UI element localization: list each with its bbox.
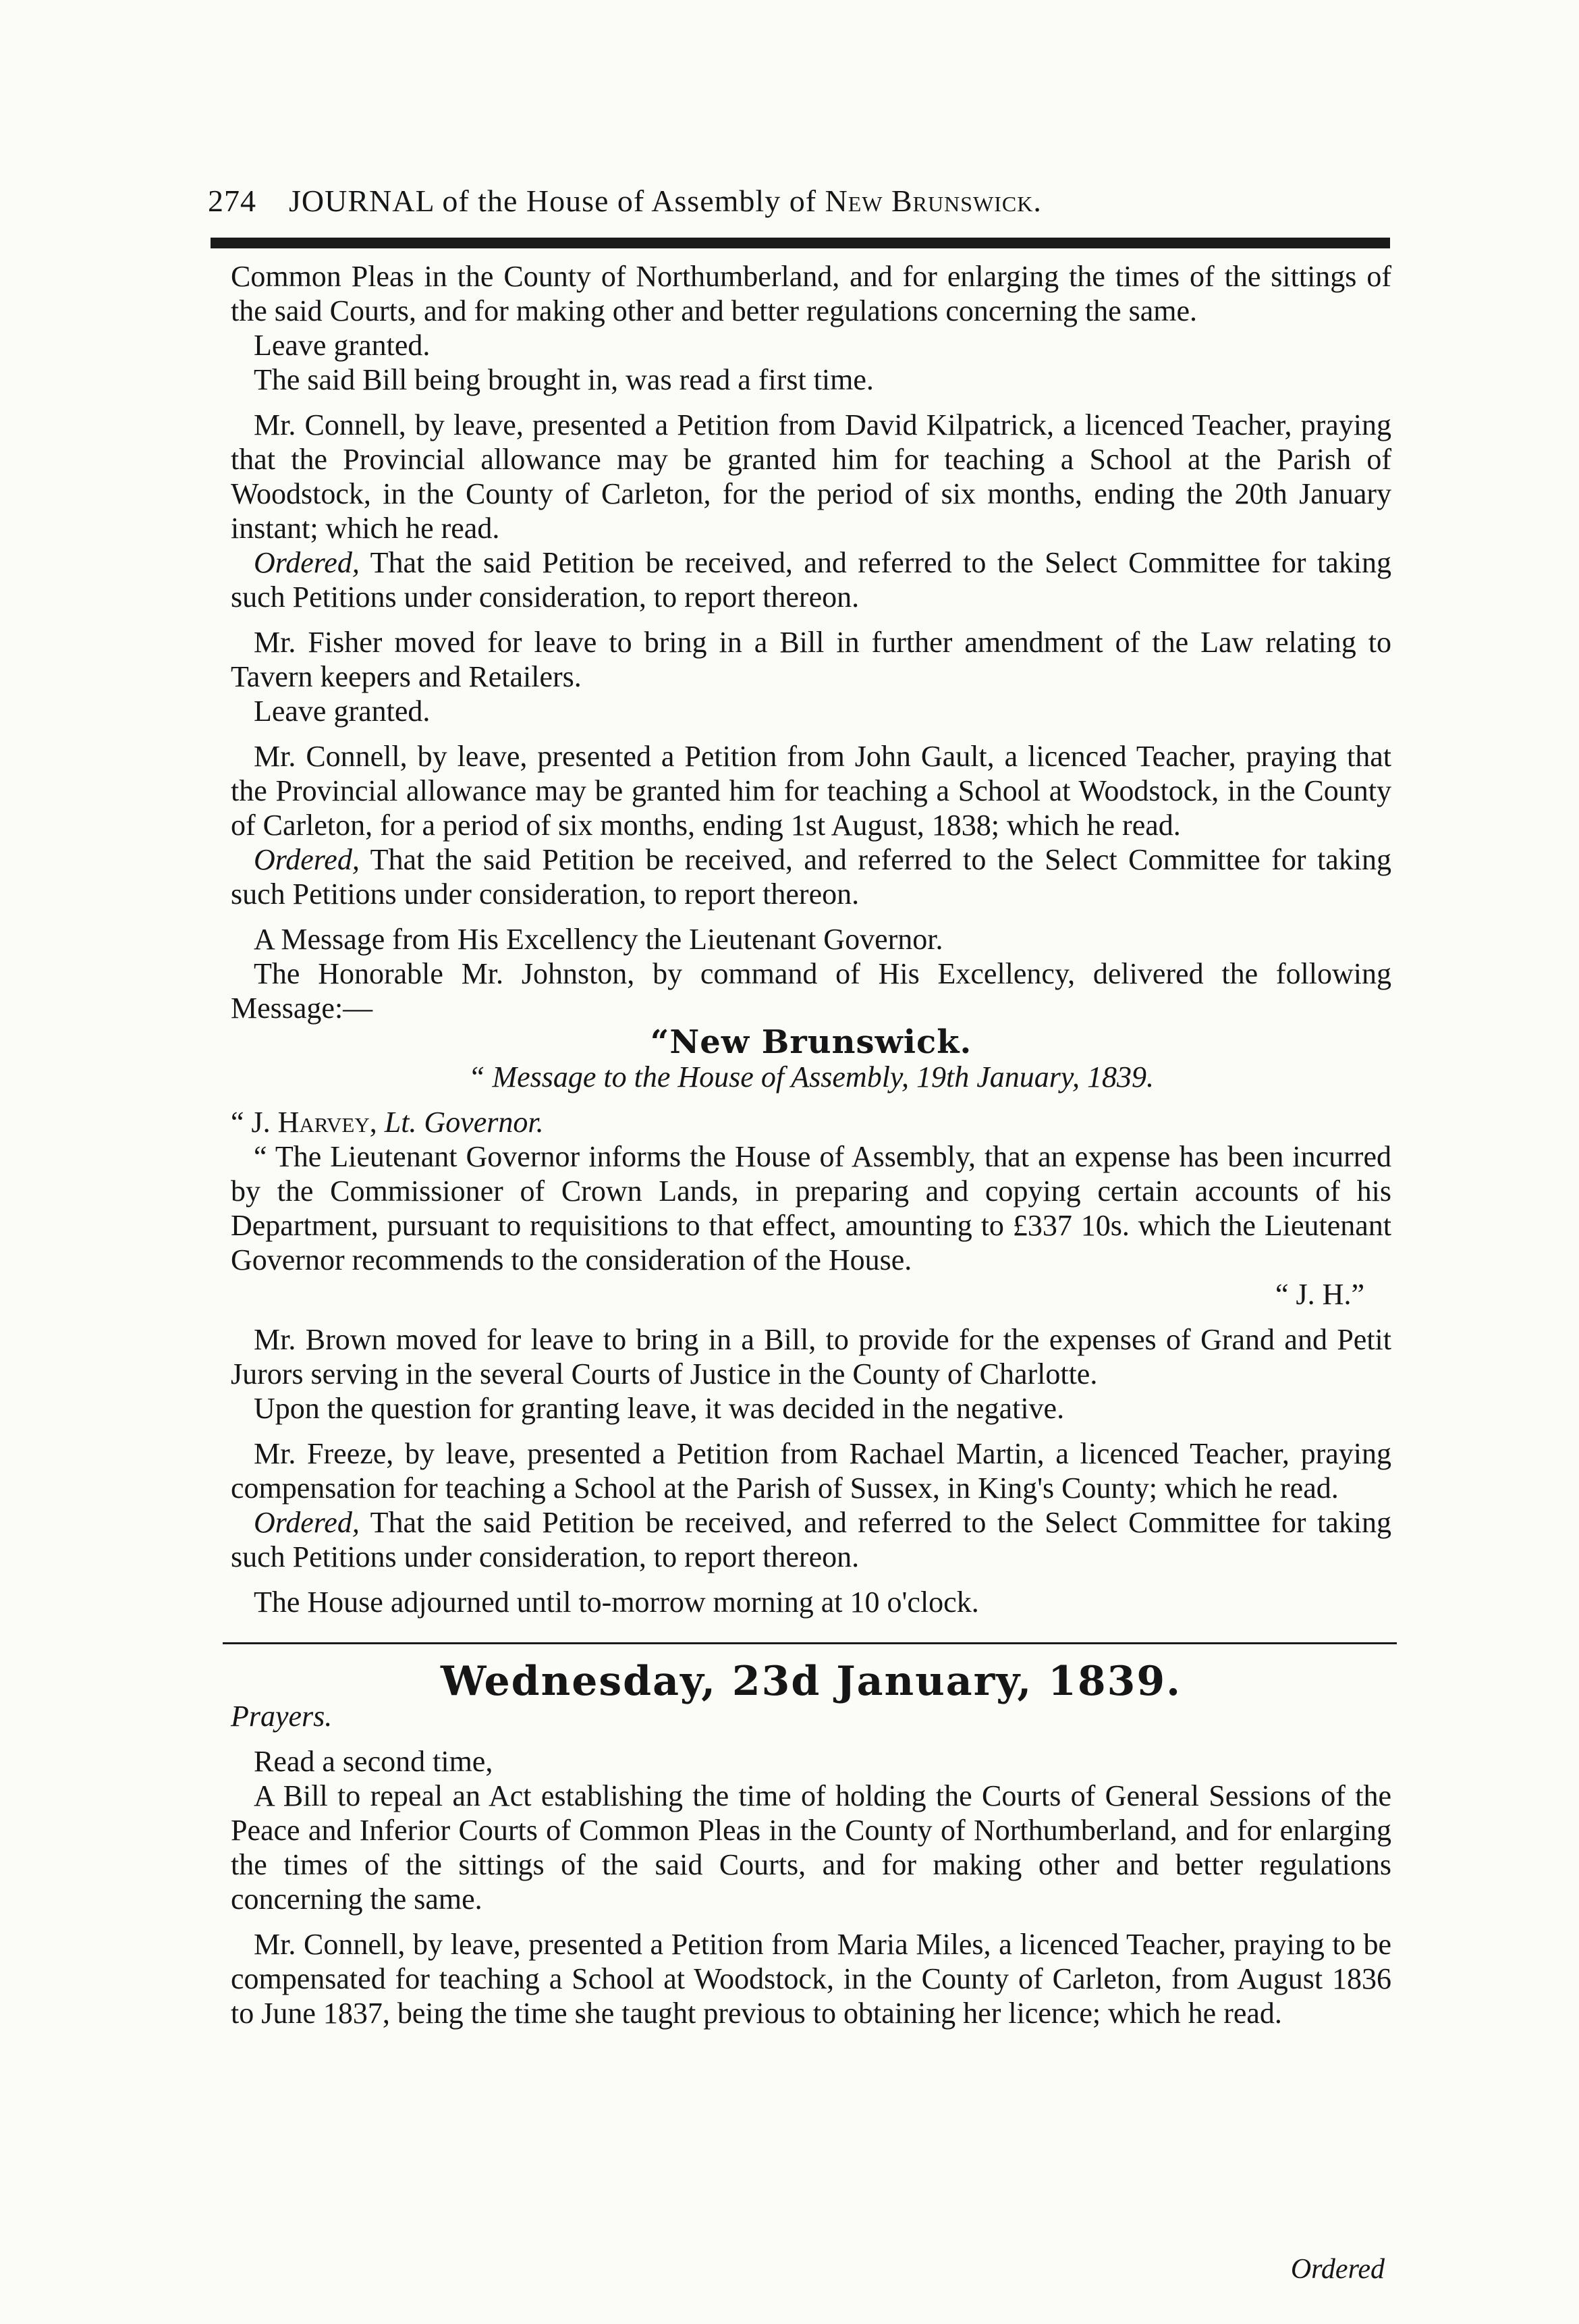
paragraph: Mr. Fisher moved for leave to bring in a Bill in further amendment of the Law relating to Tavern keepers and Retailers. — [231, 626, 1391, 693]
ordered-text: That the said Petition be received, and referred to the Select Committee for taking such Petitions under consideration, to report thereon. — [231, 1506, 1391, 1573]
running-header — [208, 181, 1395, 221]
message-initials: “ J. H.” — [1275, 1278, 1364, 1311]
paragraph: A Bill to repeal an Act establishing the time of holding the Courts of General Sessions of the Peace and Inferior Courts of Common Pleas in the County of Northumberland, and for enlarging the times of the sittings of the said Courts, and for making other and better regulations concerning the same. — [231, 1779, 1391, 1916]
ordered-text: That the said Petition be received, and referred to the Select Committee for taking such Petitions under consideration, to report thereon. — [231, 546, 1391, 614]
paragraph: Upon the question for granting leave, it was decided in the negative. — [254, 1392, 1065, 1425]
paragraph: Common Pleas in the County of Northumberland, and for enlarging the times of the sittings of the said Courts, and for making other and better regulations concerning the same. — [231, 260, 1391, 327]
journal-body — [231, 259, 1391, 2030]
paragraph: Mr. Brown moved for leave to bring in a Bill, to provide for the expenses of Grand and Petit Jurors serving in the several Courts of Justice in the County of Charlotte. — [231, 1323, 1391, 1390]
ordered-paragraph — [231, 842, 1391, 911]
catchword: Ordered — [1290, 2254, 1385, 2285]
message-text: “ The Lieutenant Governor informs the House of Assembly, that an expense has been incurred by the Commissioner of Crown Lands, in preparing and copying certain accounts of his Department, pursuant to requisitions to that effect, amounting to £337 10s. which the Lieutenant Governor recommends to the consideration of the House. — [231, 1140, 1391, 1276]
ordered-paragraph — [231, 1505, 1391, 1574]
paragraph: Read a second time, — [254, 1745, 493, 1778]
header-title: JOURNAL of the House of Assembly of — [289, 184, 825, 218]
ordered-label: Ordered, — [254, 546, 360, 579]
ordered-label: Ordered, — [254, 1506, 360, 1539]
paragraph: Leave granted. — [254, 329, 431, 362]
paragraph: Mr. Connell, by leave, presented a Petition from Maria Miles, a licenced Teacher, praying to be compensated for teaching a School at Woodstock, in the County of Carleton, from August 1836 to June 1837, being the time she taught previous to obtaining her licence; which he read. — [231, 1928, 1391, 2030]
header-title-province: New Brunswick. — [825, 184, 1042, 218]
message-heading: “New Brunswick. — [650, 1023, 972, 1061]
ordered-paragraph — [231, 545, 1391, 614]
paragraph: The said Bill being brought in, was read a first time. — [254, 363, 874, 396]
paragraph: Mr. Connell, by leave, presented a Petition from David Kilpatrick, a licenced Teacher, praying that the Provincial allowance may be granted him for teaching a School at the Parish of Woodstock, in the County of Carleton, for the period of six months, ending the 20th January instant; which he read. — [231, 408, 1391, 545]
day-heading: Wednesday, 23d January, 1839. — [440, 1658, 1182, 1705]
prayers-label: Prayers. — [231, 1700, 333, 1733]
header-rule — [211, 238, 1390, 248]
paragraph: Mr. Freeze, by leave, presented a Petition from Rachael Martin, a licenced Teacher, praying compensation for teaching a School at the Parish of Sussex, in King's County; which he read. — [231, 1437, 1391, 1505]
paragraph: The Honorable Mr. Johnston, by command of His Excellency, delivered the following Message:— — [231, 957, 1391, 1025]
paragraph: Mr. Connell, by leave, presented a Petition from John Gault, a licenced Teacher, praying that the Provincial allowance may be granted him for teaching a School at Woodstock, in the County of Carleton, for a period of six months, ending 1st August, 1838; which he read. — [231, 740, 1391, 842]
message-subheading: “ Message to the House of Assembly, 19th January, 1839. — [468, 1060, 1154, 1093]
page-number: 274 — [208, 184, 256, 218]
paragraph: Leave granted. — [254, 695, 431, 728]
paragraph: The House adjourned until to-morrow morning at 10 o'clock. — [254, 1586, 979, 1619]
paragraph: A Message from His Excellency the Lieutenant Governor. — [254, 923, 943, 956]
message-signer: “ J. Harvey, Lt. Governor. — [231, 1106, 544, 1139]
section-rule — [223, 1642, 1397, 1644]
ordered-text: That the said Petition be received, and referred to the Select Committee for taking such Petitions under consideration, to report thereon. — [231, 843, 1391, 911]
ordered-label: Ordered, — [254, 843, 360, 876]
